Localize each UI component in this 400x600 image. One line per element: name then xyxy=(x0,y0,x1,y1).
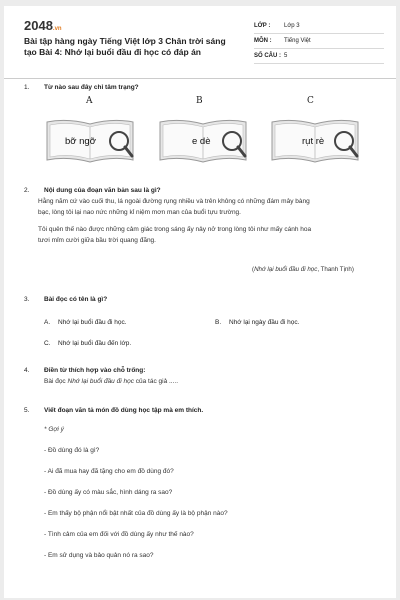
hint-item: - Đồ dùng đó là gì? xyxy=(44,447,100,454)
hint-item: - Em sử dụng và bảo quản nó ra sao? xyxy=(44,552,154,559)
passage-paragraph-2: Tôi quên thế nào được những cảm giác trong sáng ấy nảy nở trong lòng tôi như mấy cánh hoa tươi mỉm cười giữa bầu trời quang đãng. xyxy=(38,226,312,244)
hint-label: * Gợi ý xyxy=(44,426,64,433)
site-logo[interactable]: 2048.vn xyxy=(24,18,62,33)
choice-letter-a: A xyxy=(86,96,93,106)
choice-b-image[interactable] xyxy=(158,116,248,166)
choice-a-word: bỡ ngỡ xyxy=(65,136,96,147)
passage-source: (Nhớ lại buổi đầu đi học, Thanh Tịnh) xyxy=(252,266,354,273)
choice-letter-b: B xyxy=(196,96,203,106)
choice-a-image[interactable] xyxy=(45,116,135,166)
hint-item: - Tình cảm của em đối với đồ dùng ấy như thế nào? xyxy=(44,531,194,538)
hint-item: - Em thấy bộ phận nổi bật nhất của đồ dùng ấy là bộ phận nào? xyxy=(44,510,228,517)
option-b[interactable]: B. Nhớ lại ngày đầu đi học. xyxy=(215,319,300,326)
choice-c-word: rụt rè xyxy=(302,136,325,147)
fill-in-line: Bài đọc Nhớ lại buổi đầu đi học của tác giả ..... xyxy=(44,378,179,385)
header-divider xyxy=(4,78,396,79)
option-c[interactable]: C. Nhớ lại buổi đầu đến lớp. xyxy=(44,340,132,347)
worksheet: 2048.vn Bài tập hàng ngày Tiếng Việt lớp 3 Chân trời sáng tạo Bài 4: Nhớ lại buổi đầu đi học có đáp án LỚP : Lớp 3 MÔN : Tiếng Việt SỐ CÂU : 5 1. Từ nào sau đây chỉ tâm trạng? A B C bỡ ngỡ e dè rụt rè 2. Nội dung của đoạn văn bản sau là gì? Hằng năm cứ vào cuối thu, lá ngoài đường rụng nhiều và trên không có những đám mây bàng bạc, lòng tôi lại nao nức những kỉ niệm mơn man của buổi tựu trường. Tôi quên thế nào được những cảm giác trong sáng ấy nảy nở trong lòng tôi như mấy cánh hoa tươi mỉm cười giữa bầu trời quang đãng. (Nhớ lại buổi đầu đi học, Thanh Tịnh) 3. Bài đọc có tên là gì? A. Nhớ lại buổi đầu đi học. B. Nhớ lại ngày đầu đi học. C. Nhớ lại buổi đầu đến lớp. 4. Điền từ thích hợp vào chỗ trống: Bài đọc Nhớ lại buổi đầu đi học của tác giả ..... 5. Viết đoạn văn tả món đồ dùng học tập mà em thích. * Gợi ý - Đồ dùng đó là gì? - Ai đã mua hay đã tặng cho em đồ dùng đó? - Đồ dùng ấy có màu sắc, hình dáng ra sao? - Em thấy bộ phận nổi bật nhất của đồ dùng ấy là bộ phận nào? - Tình cảm của em đối với đồ dùng ấy như thế nào? - Em sử dụng và bảo quản nó ra sao? xyxy=(4,6,396,598)
meta-table xyxy=(254,19,384,64)
meta-row-grade: LỚP : Lớp 3 xyxy=(254,19,384,34)
passage-paragraph-1: Hằng năm cứ vào cuối thu, lá ngoài đường rụng nhiều và trên không có những đám mây bàng bạc, lòng tôi lại nao nức những kỉ niệm mơn man của buổi tựu trường. xyxy=(38,198,310,216)
choice-b-word: e dè xyxy=(192,136,211,147)
hint-item: - Ai đã mua hay đã tặng cho em đồ dùng đó? xyxy=(44,468,174,475)
worksheet-title: Bài tập hàng ngày Tiếng Việt lớp 3 Chân trời sáng tạo Bài 4: Nhớ lại buổi đầu đi học có đáp án xyxy=(24,36,226,57)
option-a[interactable]: A. Nhớ lại buổi đầu đi học. xyxy=(44,319,127,326)
meta-row-subject: MÔN : Tiếng Việt xyxy=(254,34,384,49)
choice-c-image[interactable] xyxy=(270,116,360,166)
meta-row-count: SỐ CÂU : 5 xyxy=(254,49,384,64)
choice-letter-c: C xyxy=(307,96,314,106)
hint-item: - Đồ dùng ấy có màu sắc, hình dáng ra sao? xyxy=(44,489,173,496)
